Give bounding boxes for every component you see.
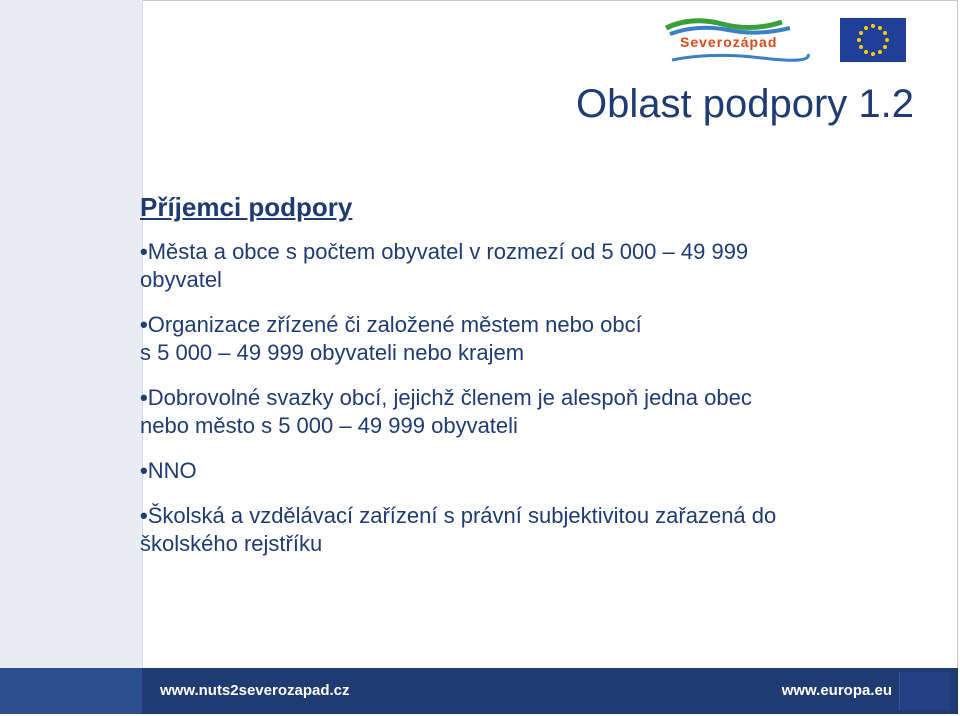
list-item-line: s 5 000 – 49 999 obyvateli nebo krajem [140, 340, 525, 365]
list-item [140, 311, 920, 367]
logo-text: Severozápad [680, 34, 778, 50]
list-item-line: Školská a vzdělávací zařízení s právní subjektivitou zařazená do [147, 503, 777, 528]
bullet-icon: • [140, 503, 148, 528]
list-item-line: Organizace zřízené či založené městem nebo obcí [147, 312, 642, 337]
bullet-icon: • [140, 239, 148, 264]
list-item-line: nebo město s 5 000 – 49 999 obyvateli [140, 413, 518, 438]
bullet-icon: • [140, 458, 148, 483]
list-item-line: NNO [147, 458, 197, 483]
list-item-line: Města a obce s počtem obyvatel v rozmezí od 5 000 – 49 999 [147, 239, 749, 264]
list-item-line: obyvatel [140, 267, 222, 292]
list-item-line: Dobrovolné svazky obcí, jejichž členem je alespoň jedna obec [147, 385, 752, 410]
slide-title: Oblast podpory 1.2 [576, 82, 914, 126]
nuts2-website-link[interactable]: www.nuts2severozapad.cz [160, 682, 350, 699]
left-side-panel [0, 0, 143, 668]
footer-eu-mark-icon [899, 672, 950, 710]
footer-bar [0, 668, 958, 714]
list-item-line: školského rejstříku [140, 531, 323, 556]
list-item [140, 502, 920, 558]
list-item [140, 384, 920, 440]
recipient-list [140, 238, 920, 575]
eu-flag-icon [840, 18, 906, 62]
europa-website-link[interactable]: www.europa.eu [781, 682, 892, 699]
severozapad-logo [662, 14, 812, 66]
list-item [140, 457, 920, 485]
section-heading: Příjemci podpory [140, 192, 353, 222]
list-item [140, 238, 920, 294]
footer-left-block [0, 668, 142, 714]
bullet-icon: • [140, 312, 148, 337]
bullet-icon: • [140, 385, 148, 410]
